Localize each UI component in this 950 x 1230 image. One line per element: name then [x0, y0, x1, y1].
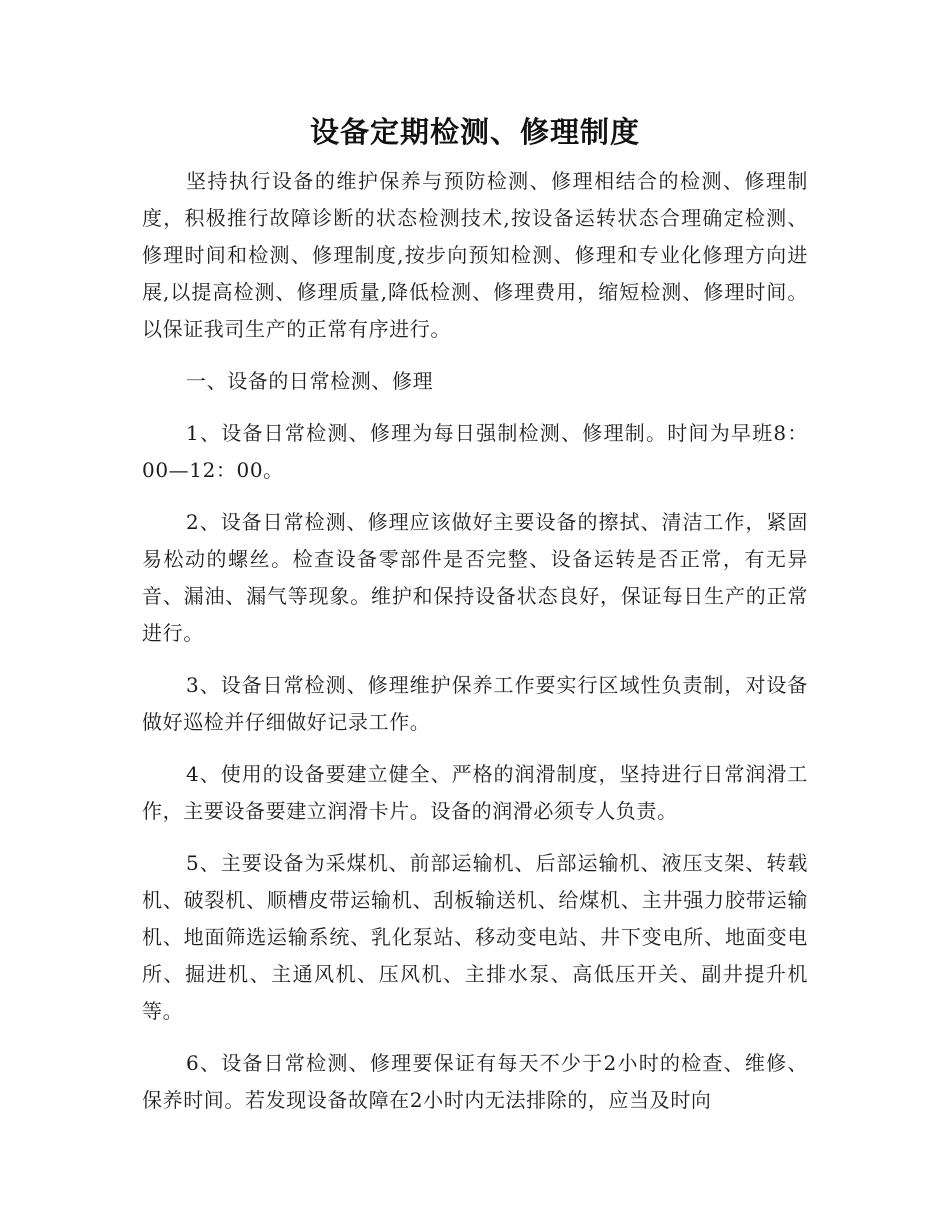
paragraph-item-6: 6、设备日常检测、修理要保证有每天不少于2小时的检查、维修、保养时间。若发现设备故障在2小时内无法排除的，应当及时向: [142, 1051, 808, 1112]
paragraph-item-4: 4、使用的设备要建立健全、严格的润滑制度，坚持进行日常润滑工作，主要设备要建立润滑卡片。设备的润滑必须专人负责。: [142, 762, 808, 823]
paragraph-item-2: 2、设备日常检测、修理应该做好主要设备的擦拭、清洁工作，紧固易松动的螺丝。检查设备零部件是否完整、设备运转是否正常，有无异音、漏油、漏气等现象。维护和保持设备状态良好，保证每日生产的正常进行。: [142, 510, 808, 645]
paragraph-item-5: 5、主要设备为采煤机、前部运输机、后部运输机、液压支架、转载机、破裂机、顺槽皮带运输机、刮板输送机、给煤机、主井强力胶带运输机、地面筛选运输系统、乳化泵站、移动变电站、井下变电所、地面变电所、掘进机、主通风机、压风机、主排水泵、高低压开关、副井提升机等。: [142, 851, 808, 1023]
paragraph-intro: 坚持执行设备的维护保养与预防检测、修理相结合的检测、修理制度，积极推行故障诊断的状态检测技术,按设备运转状态合理确定检测、修理时间和检测、修理制度,按步向预知检测、修理和专业化修理方向进展,以提高检测、修理质量,降低检测、修理费用，缩短检测、修理时间。以保证我司生产的正常有序进行。: [142, 169, 808, 341]
paragraph-item-3: 3、设备日常检测、修理维护保养工作要实行区域性负责制，对设备做好巡检并仔细做好记录工作。: [142, 673, 808, 734]
section-heading-daily-maintenance: 一、设备的日常检测、修理: [186, 369, 434, 393]
paragraph-item-1: 1、设备日常检测、修理为每日强制检测、修理制。时间为早班8：00—12：00。: [142, 421, 808, 482]
document-body: [142, 163, 808, 1134]
document-title: 设备定期检测、修理制度: [309, 115, 640, 149]
